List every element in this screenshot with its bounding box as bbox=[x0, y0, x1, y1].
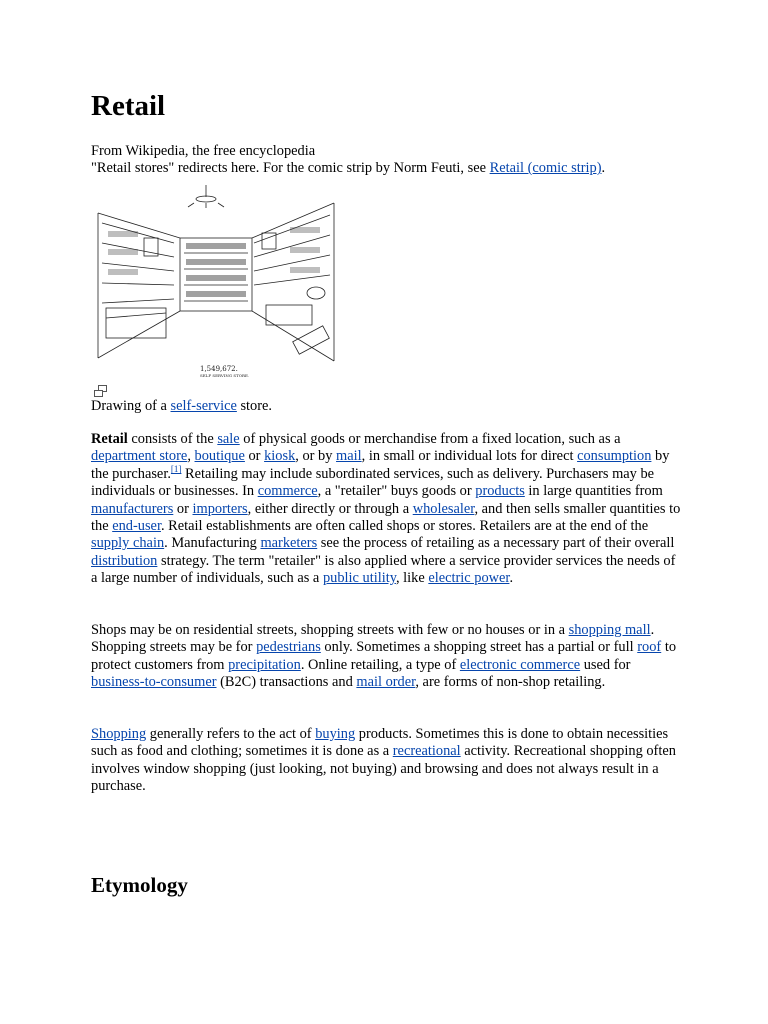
engraving-subtitle: SELF SERVING STORE. bbox=[200, 373, 250, 378]
link-electric-power[interactable]: electric power bbox=[428, 570, 510, 587]
bold-term-retail: Retail bbox=[91, 431, 128, 447]
link-mail-order[interactable]: mail order bbox=[356, 674, 416, 691]
link-public-utility[interactable]: public utility bbox=[322, 570, 396, 587]
text-run: , or by bbox=[295, 448, 337, 465]
engraving-number: 1,549,672. bbox=[200, 365, 238, 373]
link-precipitation[interactable]: precipitation bbox=[228, 656, 301, 673]
link-kiosk[interactable]: kiosk bbox=[264, 448, 296, 465]
text-run: strategy. The term "retailer" is also applied where a service provider services the needs of a large number of individuals, such as a bbox=[91, 552, 676, 587]
reference-link-1[interactable]: [1] bbox=[170, 464, 182, 475]
link-pedestrians[interactable]: pedestrians bbox=[256, 639, 321, 656]
link-buying[interactable]: buying bbox=[315, 726, 356, 742]
text-run: , in small or individual lots for direct bbox=[361, 448, 578, 465]
link-self-service[interactable]: self-service bbox=[170, 398, 237, 414]
site-tagline: From Wikipedia, the free encyclopedia bbox=[91, 143, 316, 159]
link-supply-chain[interactable]: supply chain bbox=[91, 535, 165, 552]
caption-text: Drawing of a bbox=[91, 398, 171, 414]
text-run: . Manufacturing bbox=[164, 535, 261, 552]
link-end-user[interactable]: end-user bbox=[112, 518, 161, 535]
text-run: . Retail establishments are often called shops or stores. Retailers are at the end of the bbox=[160, 518, 649, 535]
link-boutique[interactable]: boutique bbox=[194, 448, 245, 465]
text-run: activity. Recreational shopping often involves window shopping (just looking, not buying) and browsing and does not always result in a purchase. bbox=[91, 743, 676, 795]
text-run: , a "retailer" buys goods or bbox=[317, 483, 476, 500]
text-run: see the process of retailing as a necessary part of their overall bbox=[317, 535, 675, 552]
paragraph-shopping bbox=[91, 726, 683, 796]
text-run: of physical goods or merchandise from a fixed location, such as a bbox=[239, 431, 621, 447]
text-run: . bbox=[509, 570, 514, 587]
paragraph-shops bbox=[91, 622, 683, 692]
text-run: , like bbox=[395, 570, 429, 587]
text-run: . Shopping streets may be for bbox=[91, 622, 655, 656]
link-commerce[interactable]: commerce bbox=[257, 483, 318, 500]
text-run: by the purchaser. bbox=[91, 448, 670, 482]
text-run: , are forms of non-shop retailing. bbox=[415, 674, 606, 691]
link-consumption[interactable]: consumption bbox=[577, 448, 652, 465]
text-run: consists of the bbox=[127, 431, 218, 447]
text-run: or bbox=[173, 500, 193, 517]
link-department-store[interactable]: department store bbox=[91, 448, 188, 465]
link-shopping-mall[interactable]: shopping mall bbox=[568, 622, 651, 638]
paragraph-intro bbox=[91, 431, 683, 588]
link-roof[interactable]: roof bbox=[637, 639, 662, 656]
link-manufacturers[interactable]: manufacturers bbox=[91, 500, 174, 517]
image-caption bbox=[91, 397, 272, 415]
link-marketers[interactable]: marketers bbox=[260, 535, 318, 552]
page-title: Retail bbox=[91, 90, 166, 122]
link-products[interactable]: products bbox=[475, 483, 525, 500]
text-run: used for bbox=[580, 656, 631, 673]
text-run: , bbox=[187, 448, 195, 465]
text-run: Retailing may include subordinated services, such as delivery. Purchasers may be individuals or businesses. In bbox=[91, 465, 655, 500]
caption-text-end: store. bbox=[236, 398, 273, 414]
text-run: . Online retailing, a type of bbox=[300, 656, 460, 673]
hatnote-end: . bbox=[601, 160, 606, 176]
hatnote bbox=[91, 159, 605, 177]
text-run: , and then sells smaller quantities to the bbox=[91, 500, 681, 535]
text-run: (B2C) transactions and bbox=[216, 674, 357, 691]
link-importers[interactable]: importers bbox=[192, 500, 248, 517]
link-wholesaler[interactable]: wholesaler bbox=[412, 500, 475, 517]
text-run: only. Sometimes a shopping street has a partial or full bbox=[320, 639, 638, 656]
store-engraving-image[interactable] bbox=[94, 183, 338, 379]
link-distribution[interactable]: distribution bbox=[91, 552, 158, 569]
link-electronic-commerce[interactable]: electronic commerce bbox=[459, 656, 581, 673]
link-retail-comic-strip[interactable]: Retail (comic strip) bbox=[489, 160, 602, 176]
link-sale[interactable]: sale bbox=[217, 431, 240, 447]
text-run: Shops may be on residential streets, shopping streets with few or no houses or in a bbox=[91, 622, 569, 638]
text-run: in large quantities from bbox=[524, 483, 663, 500]
text-run: or bbox=[244, 448, 265, 465]
text-run: generally refers to the act of bbox=[146, 726, 316, 742]
link-business-to-consumer[interactable]: business-to-consumer bbox=[91, 674, 217, 691]
text-run: , either directly or through a bbox=[247, 500, 413, 517]
link-shopping[interactable]: Shopping bbox=[91, 726, 147, 742]
link-mail[interactable]: mail bbox=[336, 448, 362, 465]
hatnote-text: "Retail stores" redirects here. For the comic strip by Norm Feuti, see bbox=[91, 160, 490, 176]
link-recreational[interactable]: recreational bbox=[392, 743, 461, 760]
section-heading-etymology: Etymology bbox=[91, 873, 188, 897]
text-run: to protect customers from bbox=[91, 639, 677, 673]
enlarge-icon[interactable] bbox=[94, 384, 108, 396]
text-run: products. Sometimes this is done to obtain necessities such as food and clothing; sometimes it is done as a bbox=[91, 726, 669, 760]
